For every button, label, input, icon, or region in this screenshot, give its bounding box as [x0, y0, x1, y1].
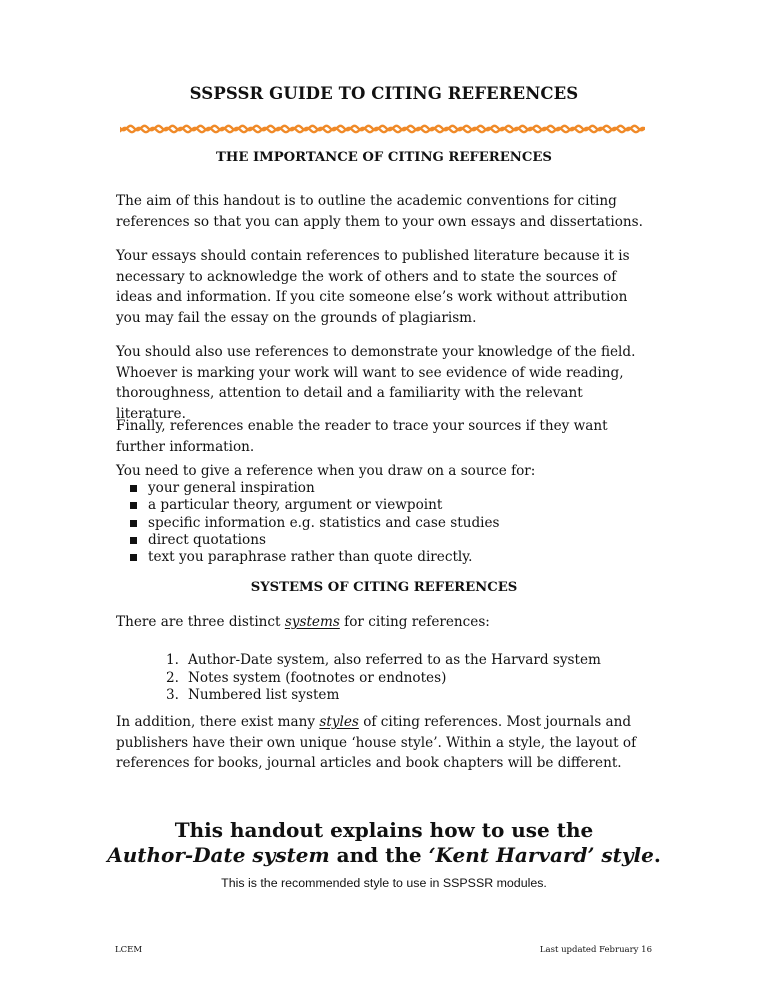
footer-left: LCEM [115, 945, 143, 955]
callout-line-2: Author-Date system and the ‘Kent Harvard’ style. [107, 843, 661, 867]
list-item: direct quotations [130, 532, 500, 549]
paragraph-essays: Your essays should contain references to published literature because it is necessary to acknowledge the work of others and to state the sources of ideas and information. If you cite someone else’s work without attribution you may fail the essay on the grounds of plagiarism. [116, 248, 630, 326]
list-item: your general inspiration [130, 480, 500, 497]
source-bullet-list [130, 480, 500, 566]
list-item: 3. Numbered list system [166, 687, 340, 704]
callout-line-1: This handout explains how to use the [174, 818, 594, 842]
section-heading-systems: SYSTEMS OF CITING REFERENCES [250, 580, 518, 595]
paragraph-need-reference: You need to give a reference when you draw on a source for: [116, 463, 536, 479]
decorative-squiggle-divider [120, 122, 645, 136]
systems-emphasis: systems [284, 614, 340, 630]
styles-emphasis: styles [319, 714, 359, 730]
paragraph-knowledge: You should also use references to demonstrate your knowledge of the field. Whoever is marking your work will want to see evidence of wide reading, thoroughness, attention to detail and a familiarity with the relevant literature. [116, 344, 636, 422]
footer-right: Last updated February 16 [539, 945, 652, 955]
list-item: 2. Notes system (footnotes or endnotes) [166, 669, 447, 686]
callout-note: This is the recommended style to use in SSPSSR modules. [221, 876, 547, 890]
section-heading-importance: THE IMPORTANCE OF CITING REFERENCES [216, 150, 552, 165]
list-item: a particular theory, argument or viewpoint [130, 497, 500, 514]
list-item: specific information e.g. statistics and case studies [130, 515, 500, 532]
paragraph-styles: In addition, there exist many styles of citing references. Most journals and publishers have their own unique ‘house style’. Within a style, the layout of references for books, journal articles and book chapters will be different. [116, 714, 637, 771]
list-item: 1. Author-Date system, also referred to as the Harvard system [166, 652, 601, 668]
paragraph-three-systems: There are three distinct systems for citing references: [116, 614, 490, 630]
systems-numbered-list [166, 652, 601, 705]
list-item: text you paraphrase rather than quote directly. [130, 549, 500, 566]
paragraph-aim: The aim of this handout is to outline the academic conventions for citing references so that you can apply them to your own essays and dissertations. [116, 193, 643, 230]
document-title: SSPSSR GUIDE TO CITING REFERENCES [189, 84, 579, 103]
paragraph-finally: Finally, references enable the reader to trace your sources if they want further information. [116, 418, 608, 455]
